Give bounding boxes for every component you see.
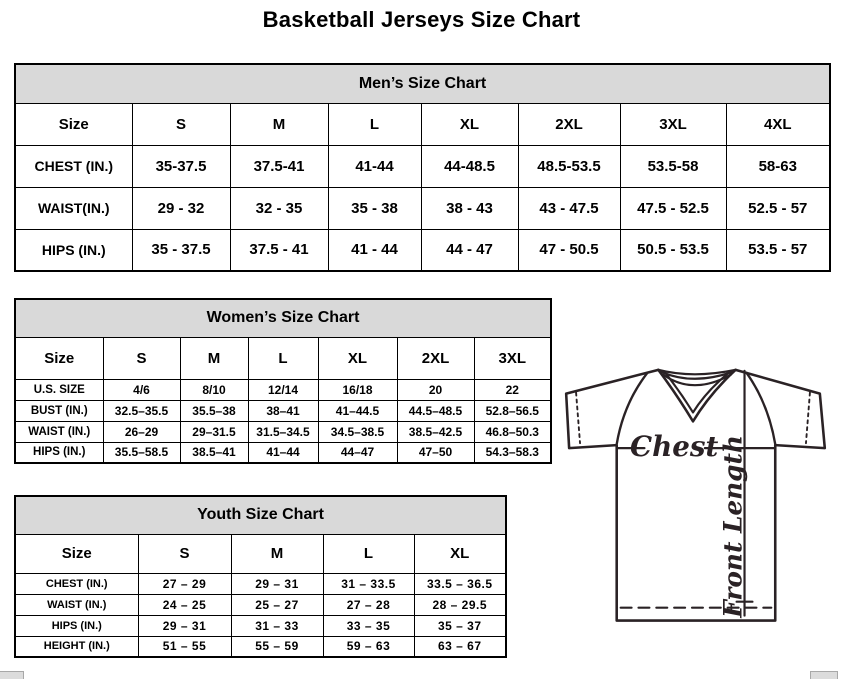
value-cell: 35 – 37 xyxy=(414,615,506,636)
chest-label: Chest xyxy=(630,430,719,464)
row-label-cell: CHEST (IN.) xyxy=(15,573,138,594)
value-cell: 4/6 xyxy=(103,379,180,400)
value-cell: 52.8–56.5 xyxy=(474,400,551,421)
column-header-cell: 3XL xyxy=(474,337,551,379)
size-corner-cell: Size xyxy=(15,337,103,379)
column-header-cell: 3XL xyxy=(620,103,726,145)
womens-size-table xyxy=(14,298,552,464)
column-header-cell: M xyxy=(230,103,328,145)
value-cell: 38.5–41 xyxy=(180,442,248,463)
men-table-title: Men’s Size Chart xyxy=(15,64,830,103)
value-cell: 26–29 xyxy=(103,421,180,442)
mens-size-table xyxy=(14,63,831,272)
column-header-cell: L xyxy=(248,337,318,379)
value-cell: 31.5–34.5 xyxy=(248,421,318,442)
value-cell: 27 – 28 xyxy=(323,594,414,615)
row-label-cell: HIPS (IN.) xyxy=(15,615,138,636)
value-cell: 34.5–38.5 xyxy=(318,421,397,442)
value-cell: 29 - 32 xyxy=(132,187,230,229)
size-corner-cell: Size xyxy=(15,103,132,145)
value-cell: 35 - 38 xyxy=(328,187,421,229)
value-cell: 44-48.5 xyxy=(421,145,518,187)
value-cell: 35.5–58.5 xyxy=(103,442,180,463)
value-cell: 54.3–58.3 xyxy=(474,442,551,463)
youth-table-title: Youth Size Chart xyxy=(15,496,506,534)
row-label-cell: HIPS (IN.) xyxy=(15,229,132,271)
value-cell: 29 – 31 xyxy=(138,615,231,636)
value-cell: 41-44 xyxy=(328,145,421,187)
value-cell: 50.5 - 53.5 xyxy=(620,229,726,271)
column-header-cell: S xyxy=(103,337,180,379)
value-cell: 38–41 xyxy=(248,400,318,421)
value-cell: 47–50 xyxy=(397,442,474,463)
value-cell: 58-63 xyxy=(726,145,830,187)
value-cell: 29–31.5 xyxy=(180,421,248,442)
value-cell: 22 xyxy=(474,379,551,400)
jersey-measurement-diagram xyxy=(543,352,843,679)
row-label-cell: WAIST(IN.) xyxy=(15,187,132,229)
sleeve-stitch-right-icon xyxy=(806,393,810,444)
value-cell: 48.5-53.5 xyxy=(518,145,620,187)
value-cell: 33 – 35 xyxy=(323,615,414,636)
value-cell: 46.8–50.3 xyxy=(474,421,551,442)
column-header-cell: S xyxy=(138,534,231,573)
column-header-cell: XL xyxy=(414,534,506,573)
value-cell: 47 - 50.5 xyxy=(518,229,620,271)
value-cell: 38 - 43 xyxy=(421,187,518,229)
clipped-ui-artifact-right xyxy=(810,671,838,679)
youth-size-table xyxy=(14,495,507,658)
value-cell: 29 – 31 xyxy=(231,573,323,594)
value-cell: 31 – 33.5 xyxy=(323,573,414,594)
column-header-cell: M xyxy=(180,337,248,379)
value-cell: 53.5-58 xyxy=(620,145,726,187)
row-label-cell: HEIGHT (IN.) xyxy=(15,636,138,657)
value-cell: 44 - 47 xyxy=(421,229,518,271)
value-cell: 33.5 – 36.5 xyxy=(414,573,506,594)
value-cell: 35.5–38 xyxy=(180,400,248,421)
value-cell: 47.5 - 52.5 xyxy=(620,187,726,229)
column-header-cell: XL xyxy=(318,337,397,379)
column-header-cell: 2XL xyxy=(518,103,620,145)
value-cell: 35-37.5 xyxy=(132,145,230,187)
value-cell: 44–47 xyxy=(318,442,397,463)
value-cell: 20 xyxy=(397,379,474,400)
sleeve-stitch-left-icon xyxy=(576,393,580,444)
column-header-cell: L xyxy=(328,103,421,145)
column-header-cell: XL xyxy=(421,103,518,145)
column-header-cell: S xyxy=(132,103,230,145)
value-cell: 37.5-41 xyxy=(230,145,328,187)
value-cell: 53.5 - 57 xyxy=(726,229,830,271)
value-cell: 44.5–48.5 xyxy=(397,400,474,421)
jersey-armhole-seam-right xyxy=(747,373,776,444)
row-label-cell: HIPS (IN.) xyxy=(15,442,103,463)
value-cell: 52.5 - 57 xyxy=(726,187,830,229)
size-corner-cell: Size xyxy=(15,534,138,573)
value-cell: 25 – 27 xyxy=(231,594,323,615)
value-cell: 41–44 xyxy=(248,442,318,463)
value-cell: 41 - 44 xyxy=(328,229,421,271)
value-cell: 27 – 29 xyxy=(138,573,231,594)
row-label-cell: U.S. SIZE xyxy=(15,379,103,400)
value-cell: 12/14 xyxy=(248,379,318,400)
value-cell: 41–44.5 xyxy=(318,400,397,421)
value-cell: 51 – 55 xyxy=(138,636,231,657)
row-label-cell: WAIST (IN.) xyxy=(15,421,103,442)
value-cell: 35 - 37.5 xyxy=(132,229,230,271)
value-cell: 63 – 67 xyxy=(414,636,506,657)
value-cell: 32 - 35 xyxy=(230,187,328,229)
value-cell: 37.5 - 41 xyxy=(230,229,328,271)
value-cell: 59 – 63 xyxy=(323,636,414,657)
value-cell: 24 – 25 xyxy=(138,594,231,615)
column-header-cell: M xyxy=(231,534,323,573)
value-cell: 28 – 29.5 xyxy=(414,594,506,615)
value-cell: 8/10 xyxy=(180,379,248,400)
value-cell: 55 – 59 xyxy=(231,636,323,657)
value-cell: 38.5–42.5 xyxy=(397,421,474,442)
value-cell: 43 - 47.5 xyxy=(518,187,620,229)
value-cell: 32.5–35.5 xyxy=(103,400,180,421)
row-label-cell: CHEST (IN.) xyxy=(15,145,132,187)
column-header-cell: L xyxy=(323,534,414,573)
row-label-cell: WAIST (IN.) xyxy=(15,594,138,615)
column-header-cell: 4XL xyxy=(726,103,830,145)
value-cell: 31 – 33 xyxy=(231,615,323,636)
page-title: Basketball Jerseys Size Chart xyxy=(262,7,581,32)
women-table-title: Women’s Size Chart xyxy=(15,299,551,337)
column-header-cell: 2XL xyxy=(397,337,474,379)
clipped-ui-artifact-left xyxy=(0,671,24,679)
value-cell: 16/18 xyxy=(318,379,397,400)
row-label-cell: BUST (IN.) xyxy=(15,400,103,421)
front-length-label: Front Length xyxy=(718,435,748,618)
